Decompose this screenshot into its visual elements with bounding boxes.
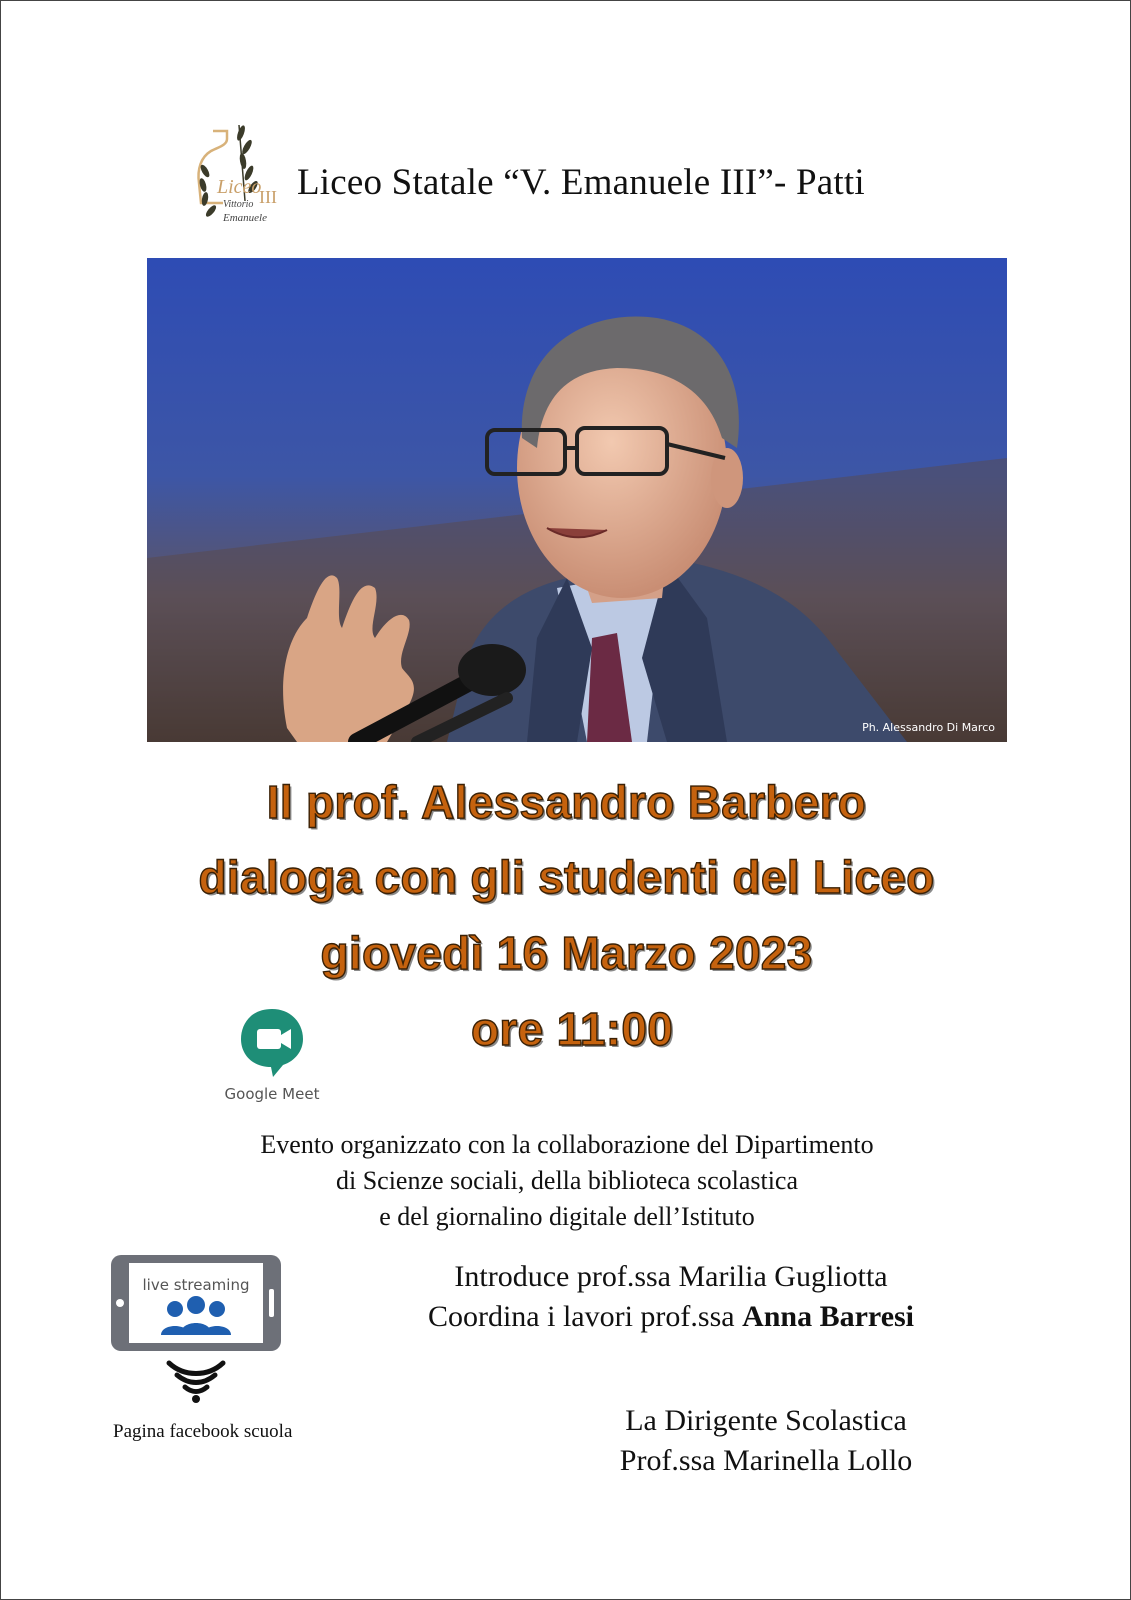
coordinator-line [381,1297,961,1337]
principal-title: La Dirigente Scolastica [625,1404,907,1437]
principal-name: Prof.ssa Marinella Lollo [619,1444,913,1477]
headline-speaker: Il prof. Alessandro Barbero [266,776,867,828]
coordinator-name: Anna Barresi [742,1300,915,1333]
school-logo [183,111,293,237]
organization-line-1: Evento organizzato con la collaborazione del Dipartimento [260,1130,874,1159]
school-name: Liceo Statale “V. Emanuele III”- Patti [297,162,865,203]
logo-text-liceo: Liceo [217,176,262,198]
photo-credit: Ph. Alessandro Di Marco [862,721,995,734]
svg-text:Vittorio: Vittorio [223,199,254,210]
live-streaming-badge [109,1253,285,1409]
svg-text:Emanuele: Emanuele [223,212,267,224]
stream-screen-text: live streaming [142,1276,250,1294]
coordinator-prefix: Coordina i lavori prof.ssa [427,1300,743,1333]
svg-text:III: III [259,187,277,207]
headline-dialogue: dialoga con gli studenti del Liceo [198,851,935,903]
organization-line-3: e del giornalino digitale dell’Istituto [379,1202,755,1231]
facebook-page-label: Pagina facebook scuola [113,1421,293,1442]
live-streaming-tablet-icon [109,1253,285,1409]
google-meet-icon [217,1001,327,1083]
google-meet-badge [217,1001,327,1109]
headline-date: giovedì 16 Marzo 2023 [320,927,813,979]
headline-time: ore 11:00 [471,1003,674,1055]
organization-line-2: di Scienze sociali, della biblioteca scolastica [335,1166,799,1195]
google-meet-label: Google Meet [224,1085,320,1103]
speaker-photo [147,258,1007,742]
intro-line: Introduce prof.ssa Marilia Gugliotta [454,1260,888,1293]
